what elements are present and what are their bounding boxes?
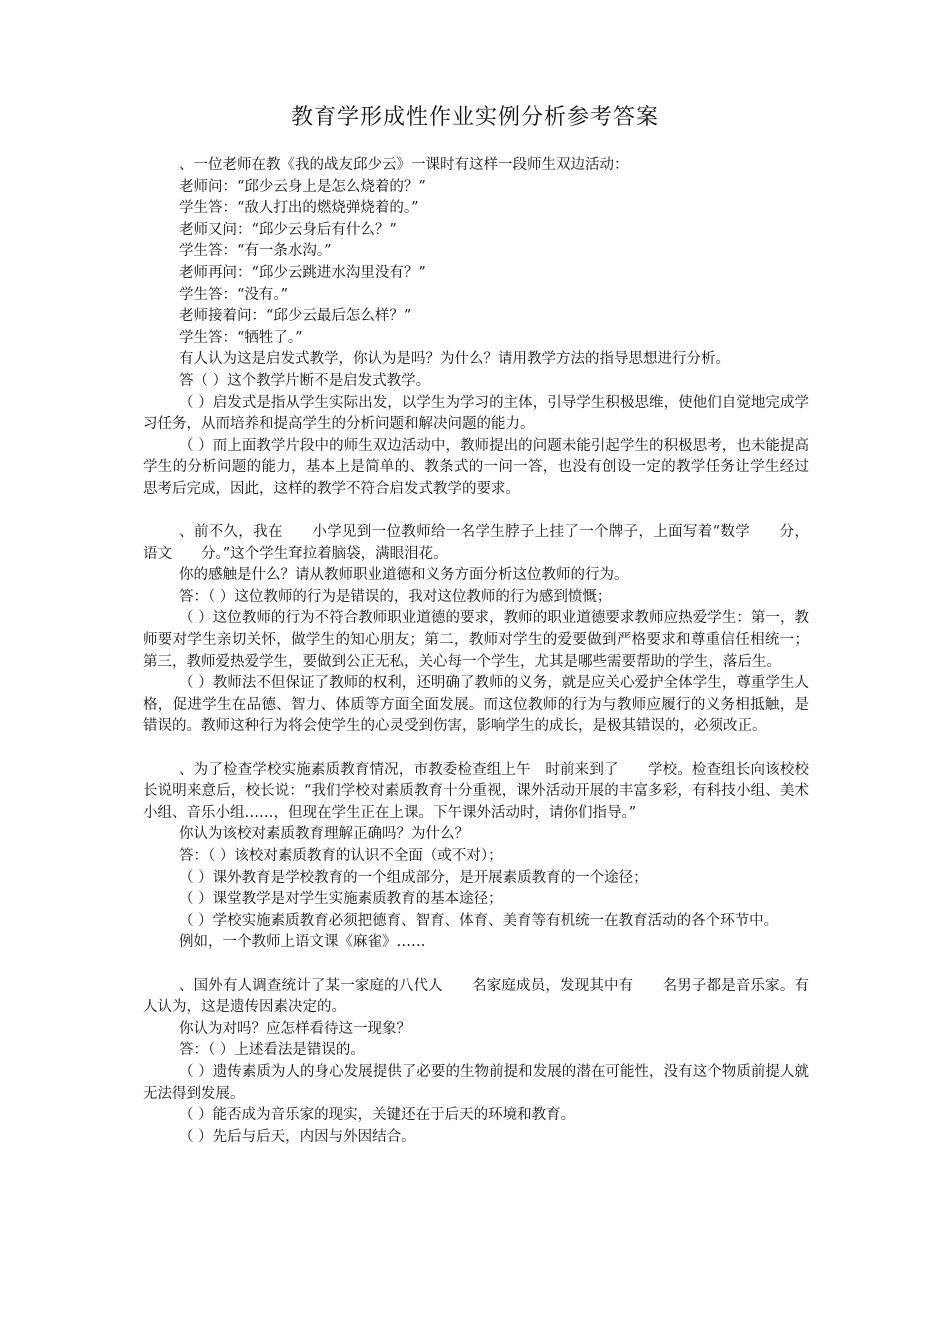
answer-paragraph: （ ）先后与后天，内因与外因结合。 <box>179 1128 416 1145</box>
answer-paragraph: （ ）启发式是指从学生实际出发，以学生为学习的主体，引导学生积极思维，使他们自觉地完成学习任务，从而培养和提高学生的分析问题和解决问题的能力。 <box>143 394 809 433</box>
question-section-4 <box>143 976 809 1149</box>
document-body <box>143 155 809 1148</box>
answer-paragraph: 答：（ ）这位教师的行为是错误的，我对这位教师的行为感到愤慨； <box>179 588 612 605</box>
dialogue-line: 学生答：“敌人打出的燃烧弹烧着的。” <box>179 200 419 217</box>
section-gap <box>143 738 809 760</box>
document-title: 教育学形成性作业实例分析参考答案 <box>290 105 659 130</box>
answer-paragraph: （ ）这位教师的行为不符合教师职业道德的要求，教师的职业道德要求教师应热爱学生：第一，教师要对学生亲切关怀，做学生的知心朋友；第二，教师对学生的爱要做到严格要求和尊重信任相统一；第三，教师爱热爱学生，要做到公正无私，关心每一个学生，尤其是哪些需要帮助的学生，落后生。 <box>143 610 809 670</box>
answer-paragraph: （ ）教师法不但保证了教师的权利，还明确了教师的义务，就是应关心爱护全体学生，尊重学生人格，促进学生在品德、智力、体质等方面全面发展。而这位教师的行为与教师应履行的义务相抵触，是错误的。教师这种行为将会使学生的心灵受到伤害，影响学生的成长，是极其错误的，必须改正。 <box>143 675 809 735</box>
question-text: 有人认为这是启发式教学，你认为是吗？为什么？请用教学方法的指导思想进行分析。 <box>179 351 730 368</box>
dialogue-line: 老师接着问：“邱少云最后怎么样？” <box>179 308 412 325</box>
question-section-1 <box>143 155 809 501</box>
dialogue-line: 老师又问：“邱少云身后有什么？” <box>179 221 397 238</box>
section-gap <box>143 954 809 976</box>
dialogue-line: 学生答：“有一条水沟。” <box>179 243 332 260</box>
answer-paragraph: （ ）学校实施素质教育必须把德育、智育、体育、美育等有机统一在教育活动的各个环节中。 <box>179 912 779 929</box>
question-text: 你的感触是什么？请从教师职业道德和义务方面分析这位教师的行为。 <box>179 567 629 584</box>
answer-paragraph: 例如，一个教师上语文课《麻雀》…… <box>179 934 426 951</box>
dialogue-line: 学生答：“没有。” <box>179 286 289 303</box>
answer-paragraph: 答：（ ）上述看法是错误的。 <box>179 1042 365 1059</box>
question-prompt: 、为了检查学校实施素质教育情况，市教委检查组上午 时前来到了 学校。检查组长向该校校长说明来意后，校长说：“我们学校对素质教育十分重视，课外活动开展的丰富多彩，有科技小组、美术小组、音乐小组……，但现在学生正在上课。下午课外活动时，请你们指导。” <box>143 761 809 821</box>
section-gap <box>143 501 809 523</box>
answer-paragraph: 答：（ ）该校对素质教育的认识不全面（或不对）； <box>179 848 503 864</box>
dialogue-line: 老师问：“邱少云身上是怎么烧着的？” <box>179 178 426 195</box>
answer-paragraph: （ ）课外教育是学校教育的一个组成部分，是开展素质教育的一个途径； <box>179 869 648 886</box>
question-prompt: 、国外有人调查统计了某一家庭的八代人 名家庭成员，发现其中有 名男子都是音乐家。有人认为，这是遗传因素决定的。 <box>143 977 809 1016</box>
answer-paragraph: （ ）课堂教学是对学生实施素质教育的基本途径； <box>179 891 503 908</box>
question-text: 你认为对吗？应怎样看待这一现象？ <box>179 1020 411 1037</box>
question-text: 你认为该校对素质教育理解正确吗？为什么？ <box>179 826 469 843</box>
question-prompt: 、前不久，我在 小学见到一位教师给一名学生脖子上挂了一个牌子，上面写着“数学 分，语文 分。”这个学生耷拉着脑袋，满眼泪花。 <box>143 524 809 562</box>
dialogue-line: 学生答：“牺牲了。” <box>179 329 303 346</box>
answer-paragraph: （ ）遗传素质为人的身心发展提供了必要的生物前提和发展的潜在可能性，没有这个物质前提人就无法得到发展。 <box>143 1063 809 1102</box>
dialogue-line: 老师再问：“邱少云跳进水沟里没有？” <box>179 264 426 281</box>
answer-paragraph: （ ）而上面教学片段中的师生双边活动中，教师提出的问题未能引起学生的积极思考，也未能提高学生的分析问题的能力，基本上是简单的、教条式的一问一答，也没有创设一定的教学任务让学生经过思考后完成，因此，这样的教学不符合启发式教学的要求。 <box>143 437 809 497</box>
question-section-3 <box>143 760 809 954</box>
question-section-2 <box>143 522 809 738</box>
answer-paragraph: 答（ ）这个教学片断不是启发式教学。 <box>179 372 431 389</box>
question-prompt: 、一位老师在教《我的战友邱少云》一课时有这样一段师生双边活动： <box>179 157 629 173</box>
answer-paragraph: （ ）能否成为音乐家的现实，关键还在于后天的环境和教育。 <box>179 1107 576 1124</box>
